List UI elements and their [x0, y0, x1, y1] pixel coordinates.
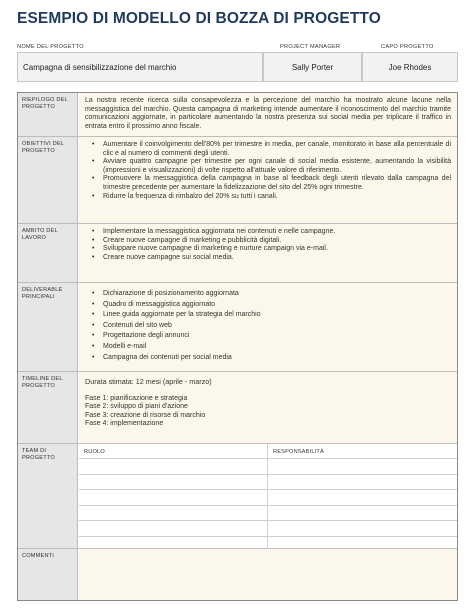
timeline-phase: Fase 2: sviluppo di piani d'azione: [85, 403, 188, 411]
summary-row: [18, 93, 457, 137]
responsibility-cell[interactable]: [268, 506, 457, 521]
list-item: • Modelli e-mail: [85, 342, 451, 353]
table-row: [79, 458, 457, 474]
deliverables-row: [18, 283, 457, 372]
project-owner-label: CAPO PROGETTO: [381, 44, 434, 50]
timeline-content[interactable]: [79, 372, 457, 443]
responsibility-cell[interactable]: [268, 475, 457, 490]
timeline-duration: Durata stimata: 12 mesi (aprile - marzo): [85, 377, 212, 386]
project-manager-field[interactable]: [263, 52, 362, 82]
role-cell[interactable]: [79, 475, 268, 490]
objectives-label: OBIETTIVI DEL PROGETTO: [18, 137, 78, 223]
list-item: • Campagna dei contenuti per social media: [85, 353, 451, 364]
deliverables-content[interactable]: [79, 283, 457, 371]
role-cell[interactable]: [79, 506, 268, 521]
deliverables-label: DELIVERABLE PRINCIPALI: [18, 283, 78, 371]
objectives-row: [18, 137, 457, 224]
role-cell[interactable]: [79, 521, 268, 536]
summary-text: La nostra recente ricerca sulla consapevolezza e la percezione del marchio ha mostrato alcune lacune nella messaggistica del marchio. Questa campagna di marketing intende aumentare il riconoscimento del marchio tramite comunicazioni aggiornate, in particolare aumentando la nostra presenza sui social media per triplicare il traffico in entrata entro il prossimo anno fiscale.: [85, 97, 451, 130]
project-name-label: NOME DEL PROGETTO: [17, 44, 84, 50]
list-item: • Progettazione degli annunci: [85, 331, 451, 342]
summary-label: RIEPILOGO DEL PROGETTO: [18, 93, 78, 136]
scope-row: [18, 224, 457, 283]
project-name-value: Campagna di sensibilizzazione del marchio: [23, 62, 177, 72]
list-item: • Aumentare il coinvolgimento dell'80% per trimestre in media, per canale, monitorato in base alla percentuale di clic e al numero di commenti degli utenti.: [85, 141, 451, 158]
table-row: [79, 520, 457, 536]
list-item: • Creare nuove campagne sui social media.: [85, 254, 451, 263]
project-form-grid: [17, 92, 458, 601]
project-owner-field[interactable]: [362, 52, 458, 82]
team-table-header: [79, 444, 457, 458]
responsibility-column-header: RESPONSABILITÀ: [273, 449, 324, 455]
timeline-phase: Fase 4: implementazione: [85, 420, 164, 428]
project-manager-label: PROJECT MANAGER: [280, 44, 341, 50]
timeline-row: [18, 372, 457, 444]
team-table-body: [79, 458, 457, 548]
timeline-label: TIMELINE DEL PROGETTO: [18, 372, 78, 443]
role-cell[interactable]: [79, 490, 268, 505]
project-manager-value: Sally Porter: [291, 62, 334, 72]
list-item: • Ridurre la frequenza di rimbalzo del 20% su tutti i canali.: [85, 193, 451, 202]
role-cell[interactable]: [79, 459, 268, 474]
role-column-header: RUOLO: [79, 444, 268, 458]
list-item: • Creare nuove campagne di marketing e pubblicità digitali.: [85, 237, 451, 246]
comments-label: COMMENTI: [18, 549, 78, 600]
comments-row: [18, 549, 457, 600]
scope-content[interactable]: [79, 224, 457, 282]
list-item: • Promuovere la messaggistica della campagna in base al feedback degli utenti rilevato dalla campagna del trimestre precedente per aumentare la fidelizzazione del sito del 25% ogni trimestre.: [85, 175, 451, 192]
list-item: • Avviare quattro campagne per trimestre per ogni canale di social media esistente, aumentando la visibilità (impressioni e visualizzazioni) di volte rispetto all'attuale valore di riferimento.: [85, 158, 451, 175]
list-item: • Sviluppare nuove campagne di marketing e nurture campaign via e-mail.: [85, 245, 451, 254]
responsibility-cell[interactable]: [268, 459, 457, 474]
list-item: • Dichiarazione di posizionamento aggiornata: [85, 289, 451, 300]
table-row: [79, 489, 457, 505]
timeline-phase: Fase 3: creazione di risorse di marchio: [85, 411, 206, 419]
project-owner-value: Joe Rhodes: [388, 62, 432, 72]
list-item: • Implementare la messaggistica aggiornata nei contenuti e nelle campagne.: [85, 228, 451, 237]
summary-content[interactable]: [79, 93, 457, 136]
responsibility-cell[interactable]: [268, 521, 457, 536]
page-title: ESEMPIO DI MODELLO DI BOZZA DI PROGETTO: [17, 10, 381, 27]
responsibility-cell[interactable]: [268, 490, 457, 505]
scope-label: AMBITO DEL LAVORO: [18, 224, 78, 282]
table-row: [79, 474, 457, 490]
table-row: [79, 505, 457, 521]
comments-content[interactable]: [79, 549, 457, 600]
list-item: • Linee guida aggiornate per la strategia del marchio: [85, 310, 451, 321]
team-label: TEAM DI PROGETTO: [18, 444, 78, 548]
timeline-phase: Fase 1: pianificazione e strategia: [85, 394, 188, 402]
objectives-content[interactable]: [79, 137, 457, 223]
project-name-field[interactable]: [17, 52, 263, 82]
team-row: [18, 444, 457, 549]
list-item: • Quadro di messaggistica aggiornato: [85, 300, 451, 311]
list-item: • Contenuti del sito web: [85, 321, 451, 332]
